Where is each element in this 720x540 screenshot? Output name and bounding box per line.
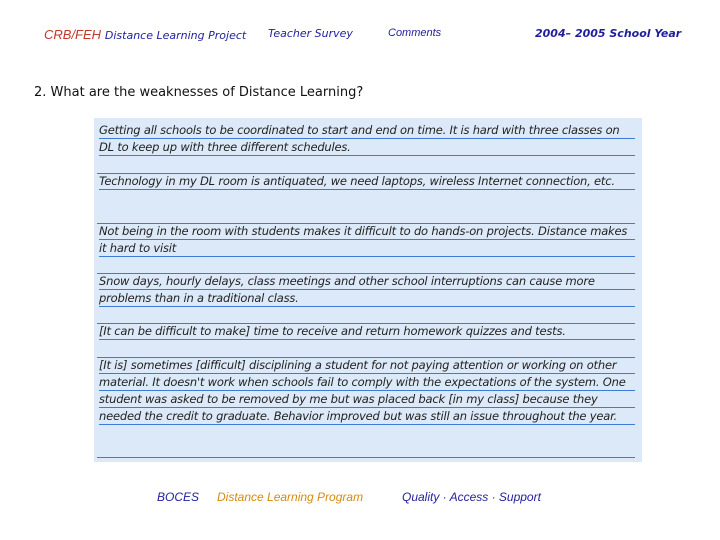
answer-2: Technology in my DL room is antiquated, we need laptops, wireless Internet connection, etc. xyxy=(99,173,635,190)
blank-rule xyxy=(97,457,635,458)
header-section: Comments xyxy=(388,27,442,39)
header-brand xyxy=(44,27,246,42)
question-title: 2. What are the weaknesses of Distance Learning? xyxy=(34,85,364,100)
answer-5: [It can be difficult to make] time to receive and return homework quizzes and tests. xyxy=(99,323,635,340)
answer-6: [It is] sometimes [difficult] disciplining a student for not paying attention or working on other material. It doesn't work when schools fail to comply with the expectations of the system. One student was asked to be removed by me but was placed back [in my class] because they needed the credit to graduate. Behavior improved but was still an issue throughout the year. xyxy=(99,357,635,425)
footer-program: Distance Learning Program xyxy=(217,490,364,504)
answer-3: Not being in the room with students makes it difficult to do hands-on projects. Distance makes it hard to visit xyxy=(99,223,635,257)
header-survey: Teacher Survey xyxy=(268,27,353,40)
header-school-year: 2004– 2005 School Year xyxy=(535,27,682,40)
header-project: Distance Learning Project xyxy=(104,29,247,42)
answer-1: Getting all schools to be coordinated to start and end on time. It is hard with three classes on DL to keep up with three different schedules. xyxy=(99,122,635,156)
answer-4: Snow days, hourly delays, class meetings and other school interruptions can cause more problems than in a traditional class. xyxy=(99,273,635,307)
answer-box xyxy=(94,118,642,462)
footer-org: BOCES xyxy=(157,490,200,504)
footer-tagline: Quality · Access · Support xyxy=(402,490,541,504)
header-org: CRB/FEH xyxy=(44,27,102,42)
